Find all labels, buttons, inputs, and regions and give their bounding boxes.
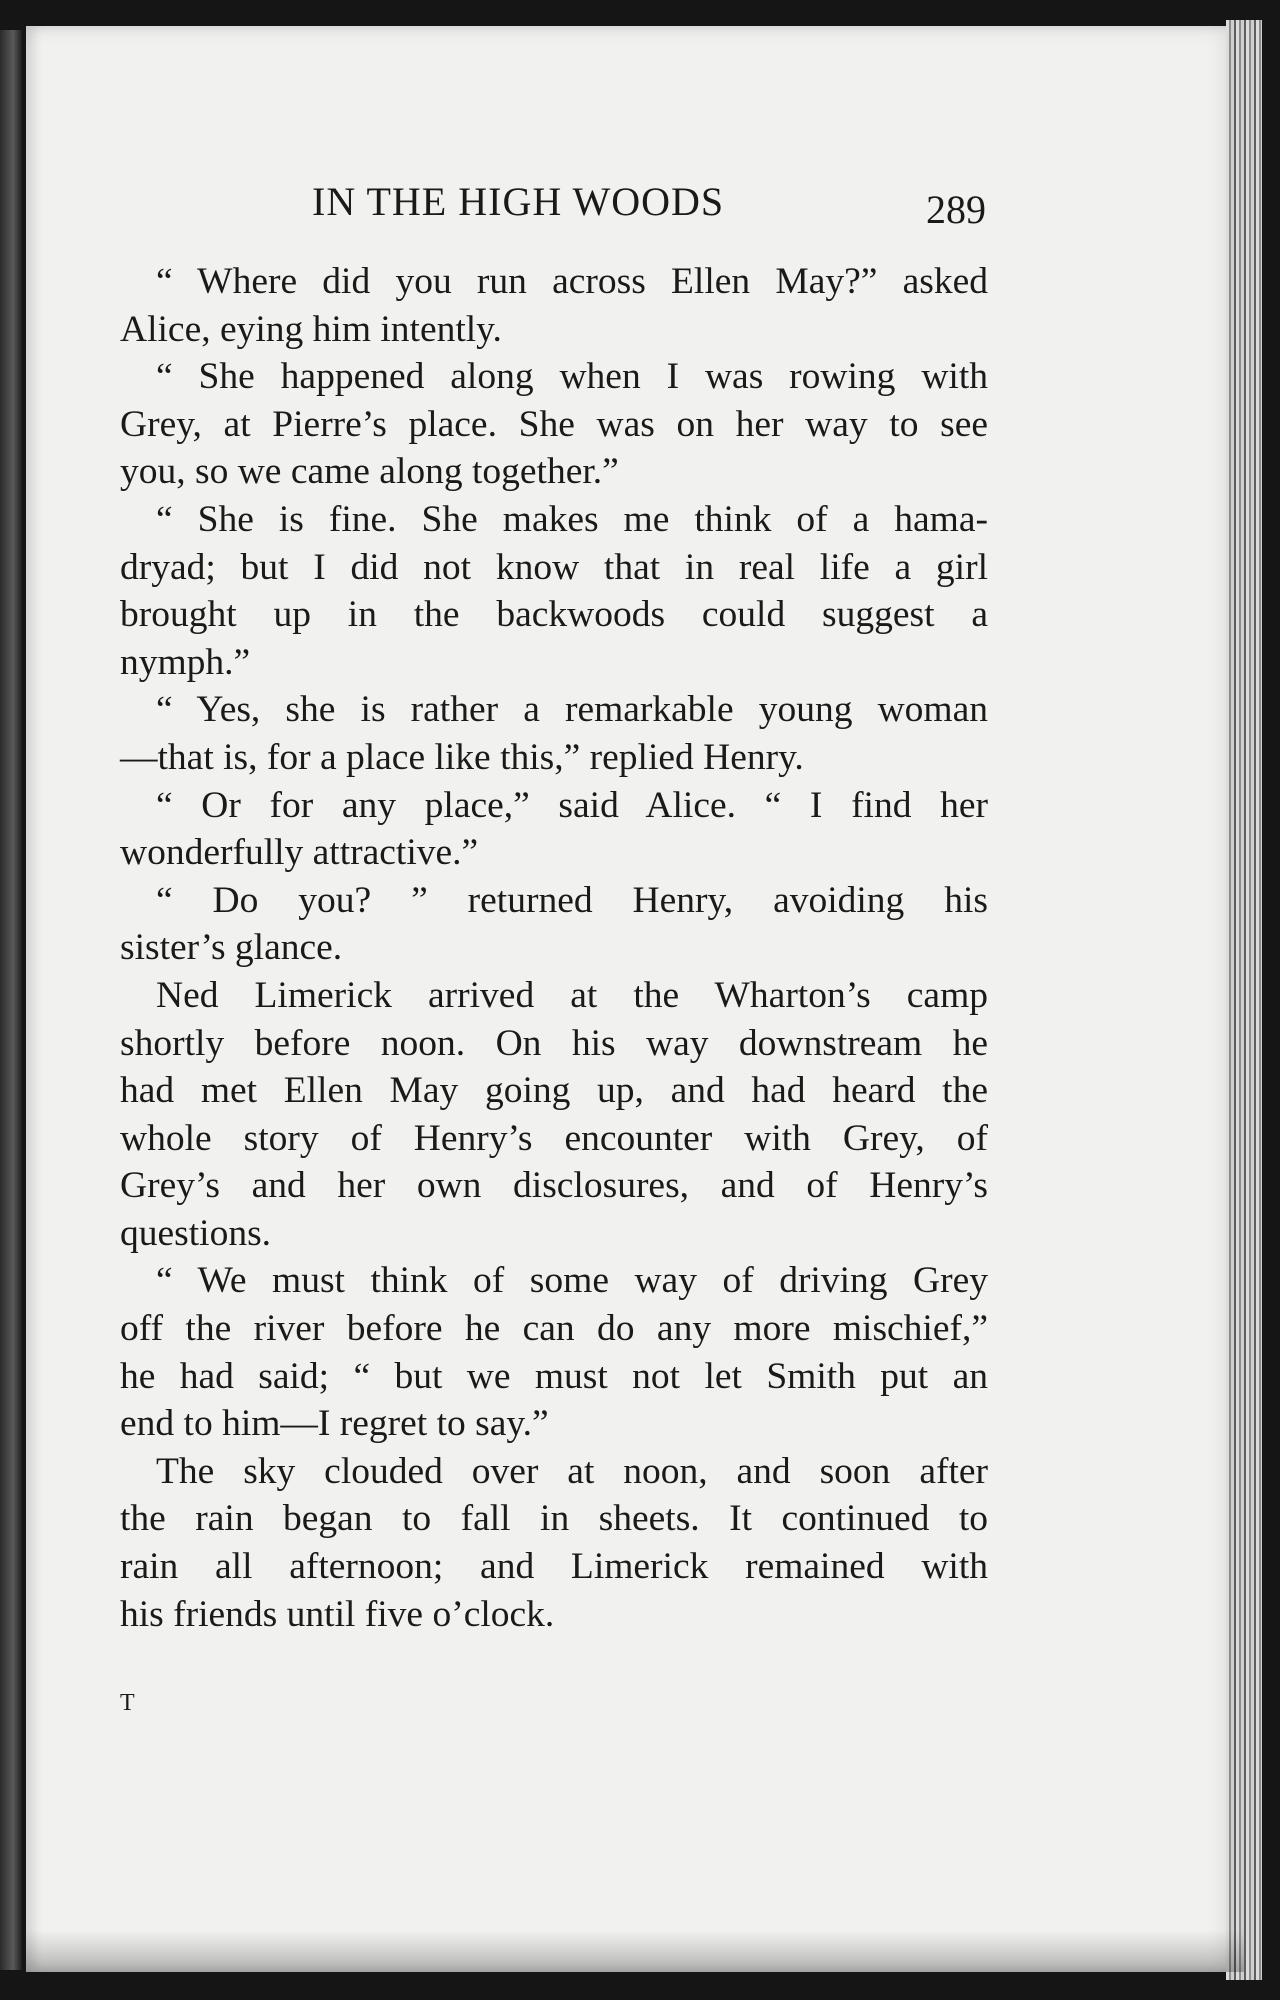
paragraph <box>120 258 988 353</box>
paragraph <box>120 1448 988 1638</box>
text-line: end to him—I regret to say.” <box>120 1403 549 1445</box>
text-line: Ned Limerick arrived at the Wharton’s camp <box>156 974 988 1016</box>
text-line: shortly before noon. On his way downstream he <box>120 1022 988 1064</box>
text-line: off the river before he can do any more mischief,” <box>120 1308 988 1350</box>
text-line: brought up in the backwoods could suggest a <box>120 594 988 636</box>
text-line: wonderfully attractive.” <box>120 832 479 874</box>
text-line: you, so we came along together.” <box>120 451 619 493</box>
running-head: IN THE HIGH WOODS <box>312 179 725 224</box>
paragraph <box>120 353 988 496</box>
text-line: questions. <box>120 1212 272 1254</box>
text-line: nymph.” <box>120 641 251 683</box>
text-line: Grey, at Pierre’s place. She was on her way to see <box>120 403 988 445</box>
text-line: Alice, eying him intently. <box>120 308 502 350</box>
page-number: 289 <box>926 187 986 232</box>
text-line: The sky clouded over at noon, and soon after <box>156 1450 988 1492</box>
text-line: “ She is fine. She makes me think of a hama- <box>156 498 988 540</box>
signature-mark: T <box>120 1690 135 1716</box>
paragraph <box>120 782 988 877</box>
page-stack-edge <box>1226 20 1262 1980</box>
paragraph <box>120 972 988 1258</box>
text-line: the rain began to fall in sheets. It continued to <box>120 1498 988 1540</box>
text-line: he had said; “ but we must not let Smith put an <box>120 1355 988 1397</box>
text-line: whole story of Henry’s encounter with Grey, of <box>120 1117 988 1159</box>
paragraph <box>120 496 988 686</box>
text-line: “ Do you? ” returned Henry, avoiding his <box>156 879 988 921</box>
page-bottom-shadow <box>26 1930 1244 1972</box>
text-line: “ Where did you run across Ellen May?” asked <box>156 261 988 302</box>
text-line: “ She happened along when I was rowing with <box>156 356 988 398</box>
text-line: dryad; but I did not know that in real life a girl <box>120 546 988 588</box>
text-line: “ Or for any place,” said Alice. “ I find her <box>156 784 988 826</box>
previous-page-edge <box>0 30 22 1970</box>
paragraph <box>120 1257 988 1447</box>
text-line: rain all afternoon; and Limerick remained with <box>120 1546 988 1588</box>
paragraph <box>120 686 988 781</box>
text-line: sister’s glance. <box>120 927 343 969</box>
text-line: “ We must think of some way of driving Grey <box>156 1260 988 1302</box>
body-text <box>120 258 988 1638</box>
text-line: —that is, for a place like this,” replied Henry. <box>120 736 804 778</box>
text-line: “ Yes, she is rather a remarkable young woman <box>156 689 988 731</box>
paragraph <box>120 877 988 972</box>
text-line: had met Ellen May going up, and had heard the <box>120 1070 988 1112</box>
text-line: his friends until five o’clock. <box>120 1593 555 1635</box>
text-line: Grey’s and her own disclosures, and of Henry’s <box>120 1165 988 1207</box>
